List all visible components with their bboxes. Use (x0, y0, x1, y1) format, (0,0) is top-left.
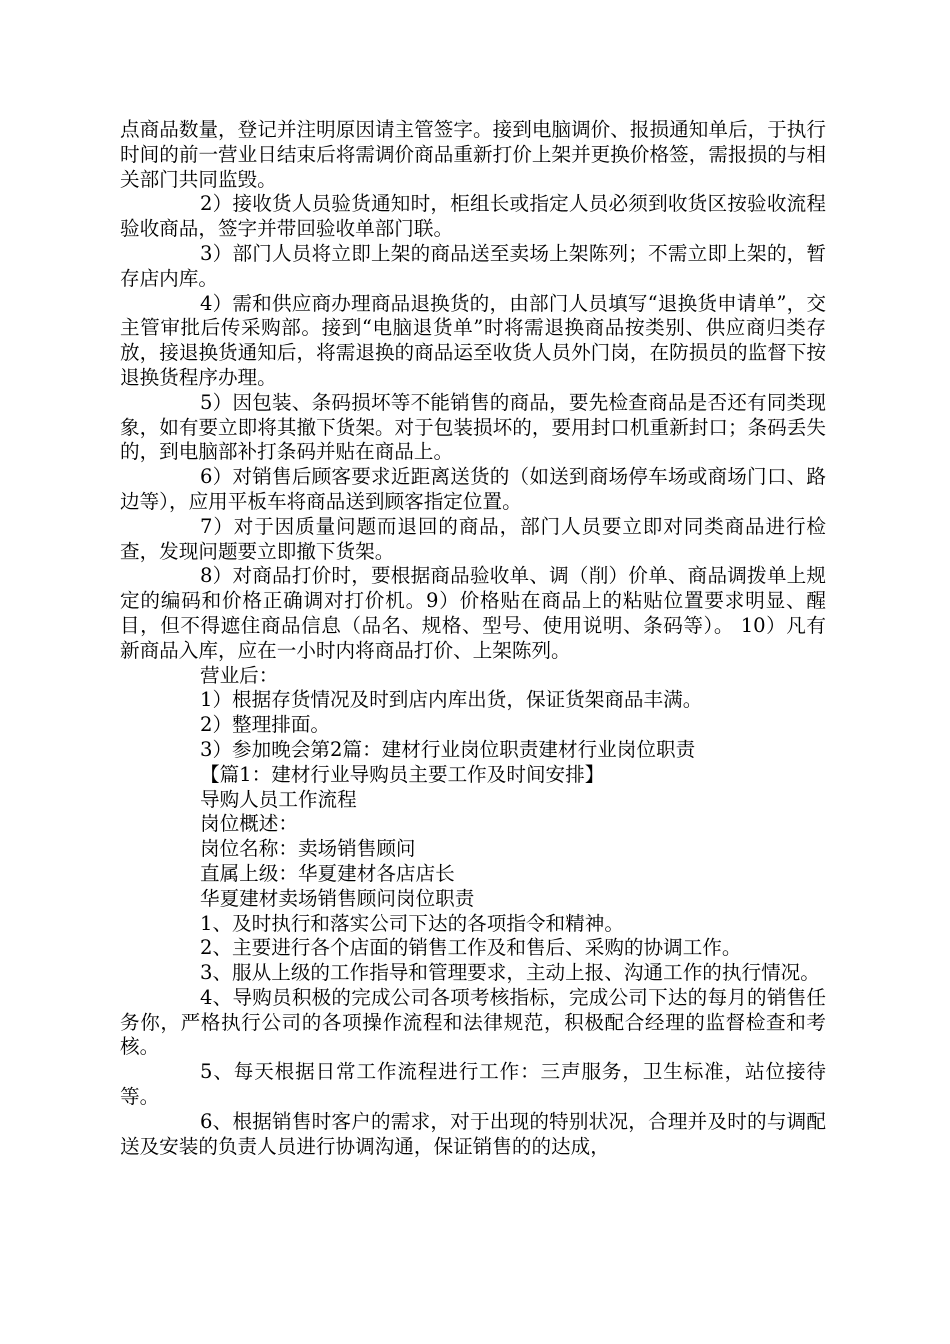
list-item: 1、及时执行和落实公司下达的各项指令和精神。 (200, 911, 624, 935)
paragraph: 2）整理排面。 (200, 713, 331, 737)
paragraph: 1）根据存货情况及时到店内库出货，保证货架商品丰满。 (200, 688, 703, 712)
field-line: 岗位名称：卖场销售顾问 (200, 837, 416, 861)
paragraph: 8）对商品打价时，要根据商品验收单、调（削）价单、商品调拨单上规定的编码和价格正确调对打价机。9）价格贴在商品上的粘贴位置要求明显、醒目，但不得遮住商品信息（品名、规格、型号、使用说明、条码等）。 10）凡有新商品入库，应在一小时内将商品打价、上架陈列。 (120, 564, 826, 662)
list-item: 6、根据销售时客户的需求，对于出现的特别状况，合理并及时的与调配送及安装的负责人员进行协调沟通，保证销售的的达成， (120, 1109, 826, 1158)
list-item: 2、主要进行各个店面的销售工作及和售后、采购的协调工作。 (200, 936, 742, 960)
field-line: 直属上级：华夏建材各店店长 (200, 861, 455, 885)
list-item: 5、每天根据日常工作流程进行工作：三声服务，卫生标准，站位接待等。 (120, 1060, 826, 1109)
section-label: 营业后： (200, 663, 279, 687)
paragraph: 5）因包装、条码损坏等不能销售的商品，要先检查商品是否还有同类现象，如有要立即将其撤下货架。对于包装损坏的，要用封口机重新封口；条码丢失的，到电脑部补打条码并贴在商品上。 (120, 390, 826, 464)
chapter-heading: 【篇1：建材行业导购员主要工作及时间安排】 (200, 762, 605, 786)
list-item: 3、服从上级的工作指导和管理要求，主动上报、沟通工作的执行情况。 (200, 961, 820, 985)
paragraph: 6）对销售后顾客要求近距离送货的（如送到商场停车场或商场门口、路边等），应用平板车将商品送到顾客指定位置。 (120, 465, 826, 513)
paragraph: 4）需和供应商办理商品退换货的，由部门人员填写“退换货申请单”，交主管审批后传采购部。接到“电脑退货单”时将需退换商品按类别、供应商归类存放，接退换货通知后，将需退换的商品运至收货人员外门岗，在防损员的监督下按退换货程序办理。 (120, 291, 826, 389)
paragraph: 2）接收货人员验货通知时，柜组长或指定人员必须到收货区按验收流程验收商品，签字并带回验收单部门联。 (120, 192, 826, 241)
paragraph: 3）参加晚会第2篇：建材行业岗位职责建材行业岗位职责 (200, 737, 696, 761)
list-item: 4、导购员积极的完成公司各项考核指标，完成公司下达的每月的销售任务你，严格执行公司的各项操作流程和法律规范，积极配合经理的监督检查和考核。 (120, 985, 826, 1059)
paragraph: 7）对于因质量问题而退回的商品，部门人员要立即对同类商品进行检查，发现问题要立即撤下货架。 (120, 514, 826, 563)
heading: 导购人员工作流程 (200, 787, 357, 811)
heading: 华夏建材卖场销售顾问岗位职责 (200, 886, 475, 910)
heading: 岗位概述： (200, 812, 298, 836)
document-body (120, 118, 826, 1159)
paragraph: 3）部门人员将立即上架的商品送至卖场上架陈列；不需立即上架的，暂存店内库。 (120, 241, 826, 290)
paragraph: 点商品数量，登记并注明原因请主管签字。接到电脑调价、报损通知单后，于执行时间的前一营业日结束后将需调价商品重新打价上架并更换价格签，需报损的与相关部门共同监毁。 (120, 118, 826, 191)
